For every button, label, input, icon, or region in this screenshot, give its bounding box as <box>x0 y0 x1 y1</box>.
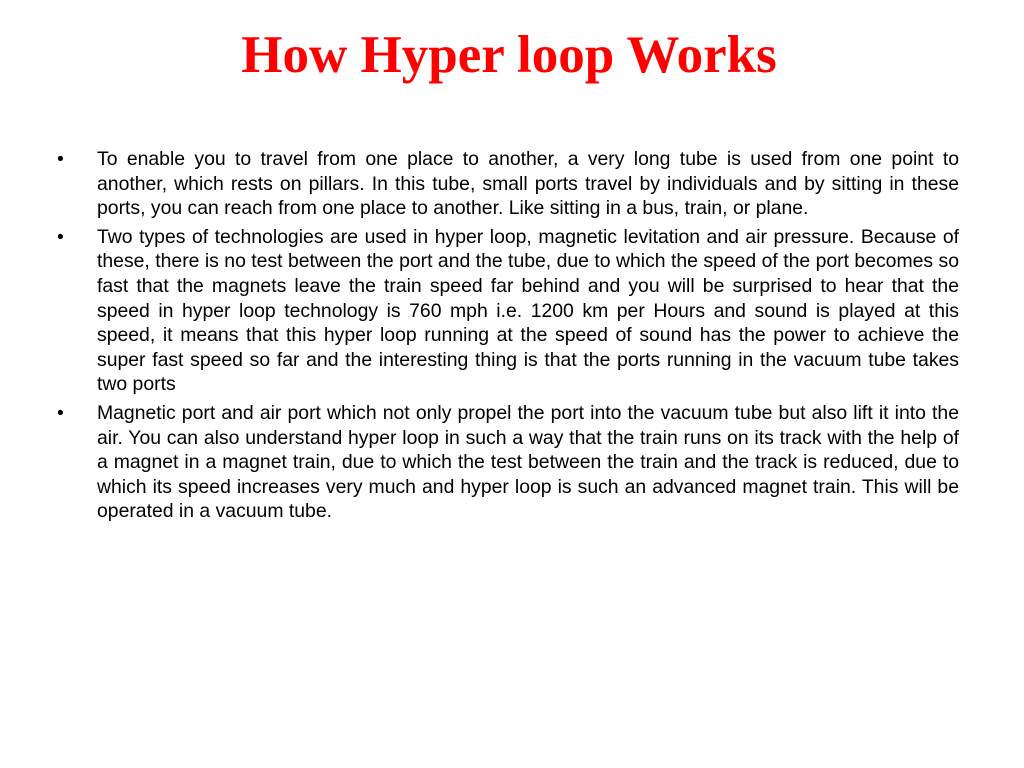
bullet-dot-icon: • <box>57 401 64 424</box>
bullet-item <box>54 401 959 524</box>
bullet-text: Magnetic port and air port which not only propel the port into the vacuum tube but also lift it into the air. You can also understand hyper loop in such a way that the train runs on its track with the help of a magnet in a magnet train, due to which the test between the train and the track is reduced, due to which its speed increases very much and hyper loop is such an advanced magnet train. This will be operated in a vacuum tube. <box>97 401 959 523</box>
bullet-dot-icon: • <box>57 148 64 170</box>
slide-title: How Hyper loop Works <box>241 26 777 84</box>
bullet-text: To enable you to travel from one place to another, a very long tube is used from one point to another, which rests on pillars. In this tube, small ports travel by individuals and by sitting in these ports, you can reach from one place to another. Like sitting in a bus, train, or plane. <box>97 148 959 220</box>
bullet-item <box>54 147 959 221</box>
bullet-list <box>54 147 959 528</box>
bullet-item <box>54 225 959 397</box>
bullet-dot-icon: • <box>57 225 64 248</box>
bullet-text: Two types of technologies are used in hyper loop, magnetic levitation and air pressure. Because of these, there is no test between the port and the tube, due to which the speed of the port becomes so fast that the magnets leave the train speed far behind and you will be surprised to hear that the speed in hyper loop technology is 760 mph i.e. 1200 km per Hours and sound is played at this speed, it means that this hyper loop running at the speed of sound has the power to achieve the super fast speed so far and the interesting thing is that the ports running in the vacuum tube takes two ports <box>97 225 959 396</box>
